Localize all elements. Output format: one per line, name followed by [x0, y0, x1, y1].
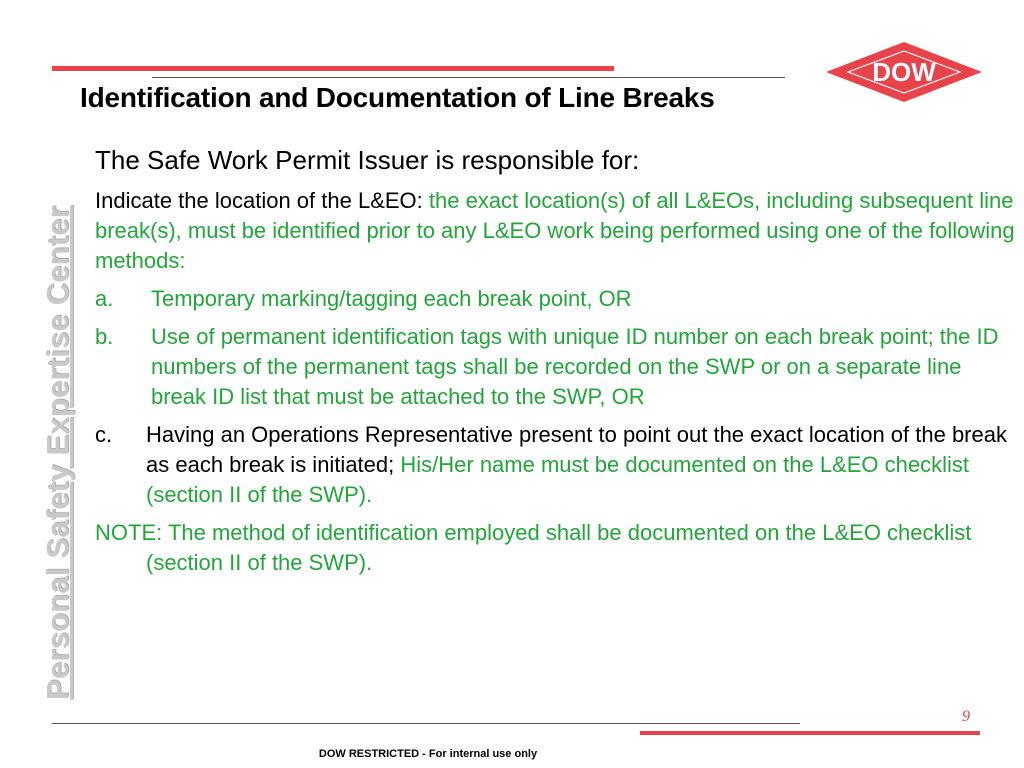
- dow-logo: [826, 42, 982, 102]
- list-marker: a.: [95, 286, 114, 311]
- list-item-text: Use of permanent identification tags with unique ID number on each break point; the ID numbers of the permanent tags shall be recorded on the SWP or on a separate line break ID list that must be attached to the SWP, OR: [151, 324, 999, 409]
- subtitle: The Safe Work Permit Issuer is responsible for:: [95, 145, 640, 175]
- footer-restriction: DOW RESTRICTED - For internal use only: [318, 748, 538, 760]
- footer-red-rule: [640, 731, 980, 735]
- page-number: 9: [962, 708, 970, 725]
- list-item-text: [146, 420, 1015, 510]
- list-item: [95, 420, 1015, 510]
- header-red-rule: [52, 66, 614, 71]
- footer-gray-rule: [52, 723, 800, 724]
- logo-text: DOW: [872, 57, 936, 87]
- side-text: Personal Safety Expertise Center: [40, 206, 75, 700]
- list-item: [95, 322, 1015, 412]
- intro-lead: Indicate the location of the L&EO:: [95, 188, 429, 213]
- content-area: [95, 145, 1015, 578]
- list-item: [95, 284, 1015, 314]
- list-marker: b.: [95, 324, 114, 349]
- list-item-detail: His/Her name must be documented on the L&EO checklist (section II of the SWP).: [146, 452, 969, 507]
- intro-paragraph: [95, 186, 1015, 276]
- note-paragraph: NOTE: The method of identification employed shall be documented on the L&EO checklist (section II of the SWP).: [95, 520, 972, 575]
- list-marker: c.: [95, 422, 113, 447]
- header-gray-rule: [152, 77, 785, 78]
- intro-detail: the exact location(s) of all L&EOs, including subsequent line break(s), must be identified prior to any L&EO work being performed using one of the following methods:: [95, 188, 1015, 273]
- page-title: Identification and Documentation of Line Breaks: [80, 82, 715, 113]
- list-item-text: Temporary marking/tagging each break point, OR: [151, 286, 632, 311]
- list-item-lead: Having an Operations Representative present to point out the exact location of the break as each break is initiated;: [146, 422, 1007, 477]
